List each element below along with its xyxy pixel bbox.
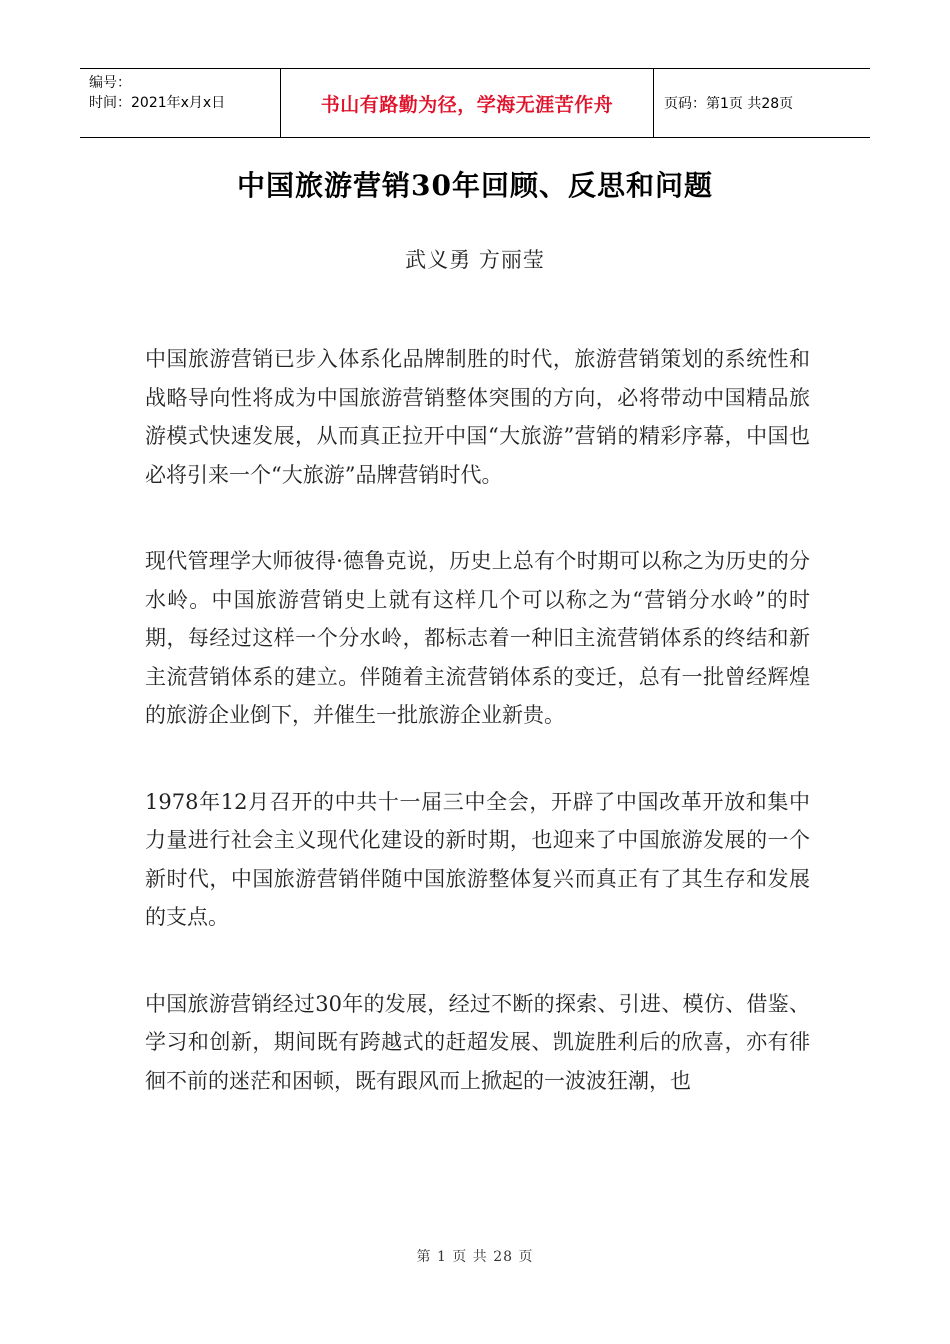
document-authors: 武义勇 方丽莹 bbox=[405, 248, 545, 272]
paragraph: 中国旅游营销已步入体系化品牌制胜的时代，旅游营销策划的系统性和战略导向性将成为中国旅游营销整体突围的方向，必将带动中国精品旅游模式快速发展，从而真正拉开中国“大旅游”营销的精彩序幕，中国也必将引来一个“大旅游”品牌营销时代。 bbox=[145, 347, 810, 487]
header-meta-cell bbox=[80, 69, 281, 137]
document-body bbox=[145, 340, 810, 1148]
paragraph: 1978年12月召开的中共十一届三中全会，开辟了中国改革开放和集中力量进行社会主义现代化建设的新时期，也迎来了中国旅游发展的一个新时代，中国旅游营销伴随中国旅游整体复兴而真正有了其生存和发展的支点。 bbox=[145, 789, 810, 929]
header-page-info: 页码：第1页 共28页 bbox=[664, 96, 794, 112]
header-table bbox=[80, 68, 870, 138]
paragraph: 现代管理学大师彼得·德鲁克说，历史上总有个时期可以称之为历史的分水岭。中国旅游营销史上就有这样几个可以称之为“营销分水岭”的时期，每经过这样一个分水岭，都标志着一种旧主流营销体系的终结和新主流营销体系的建立。伴随着主流营销体系的变迁，总有一批曾经辉煌的旅游企业倒下，并催生一批旅游企业新贵。 bbox=[145, 549, 810, 727]
paragraph: 中国旅游营销经过30年的发展，经过不断的探索、引进、模仿、借鉴、学习和创新，期间既有跨越式的赶超发展、凯旋胜利后的欣喜，亦有徘徊不前的迷茫和困顿，既有跟风而上掀起的一波波狂潮，也 bbox=[145, 991, 810, 1093]
document-title: 中国旅游营销30年回顾、反思和问题 bbox=[237, 169, 713, 202]
time-label: 时间：2021年x月x日 bbox=[89, 95, 226, 111]
header-motto: 书山有路勤为径，学海无涯苦作舟 bbox=[281, 69, 654, 137]
page-footer: 第 1 页 共 28 页 bbox=[416, 1249, 534, 1265]
number-label: 编号： bbox=[89, 75, 131, 91]
